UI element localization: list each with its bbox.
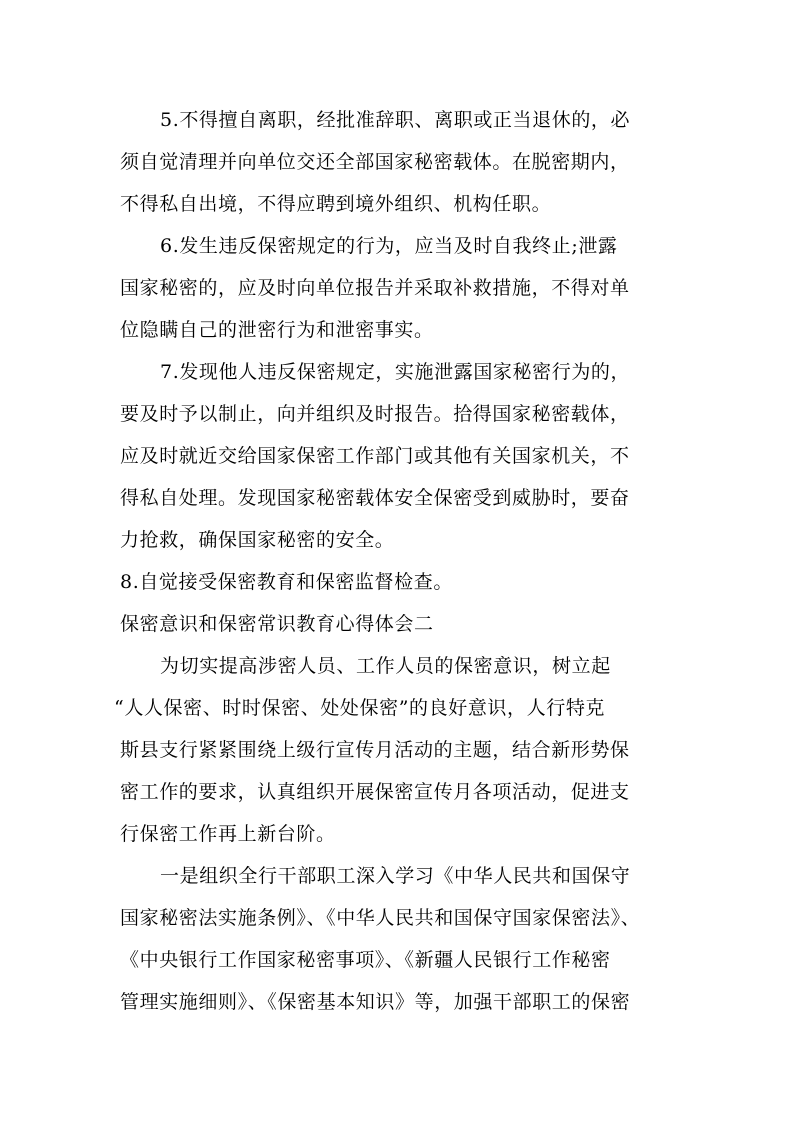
text-line: 一是组织全行干部职工深入学习《中华人民共和国保守 [160,865,631,887]
text-line: 国家秘密法实施条例》、《中华人民共和国保守国家保密法》、 [120,907,641,929]
text-line: 要及时予以制止，向并组织及时报告。拾得国家秘密载体， [120,403,630,425]
text-line: 行保密工作再上新台阶。 [120,823,336,845]
text-line: 应及时就近交给国家保密工作部门或其他有关国家机关，不 [120,445,630,467]
text-line: 斯县支行紧紧围绕上级行宣传月活动的主题，结合新形势保 [120,739,630,761]
text-line: 位隐瞒自己的泄密行为和泄密事实。 [120,319,434,341]
text-line: 须自觉清理并向单位交还全部国家秘密载体。在脱密期内， [120,151,630,173]
text-line: 5.不得擅自离职，经批准辞职、离职或正当退休的，必 [160,109,631,131]
text-line: “人人保密、时时保密、处处保密”的良好意识，人行特克 [114,697,606,719]
text-line: 国家秘密的，应及时向单位报告并采取补救措施，不得对单 [120,277,630,299]
text-line: 力抢救，确保国家秘密的安全。 [120,529,395,551]
text-line: 为切实提高涉密人员、工作人员的保密意识，树立起 [160,655,611,677]
text-line: 管理实施细则》、《保密基本知识》等，加强干部职工的保密 [120,991,631,1013]
text-line: 不得私自出境，不得应聘到境外组织、机构任职。 [120,193,552,215]
text-line: 8.自觉接受保密教育和保密监督检查。 [120,571,453,593]
text-line: 6.发生违反保密规定的行为，应当及时自我终止;泄露 [160,235,618,257]
text-line: 密工作的要求，认真组织开展保密宣传月各项活动，促进支 [120,781,630,803]
text-line: 7.发现他人违反保密规定，实施泄露国家秘密行为的， [160,361,631,383]
section-heading: 保密意识和保密常识教育心得体会二 [120,613,434,635]
text-line: 《中央银行工作国家秘密事项》、《新疆人民银行工作秘密 [120,949,611,971]
text-line: 得私自处理。发现国家秘密载体安全保密受到威胁时，要奋 [120,487,630,509]
